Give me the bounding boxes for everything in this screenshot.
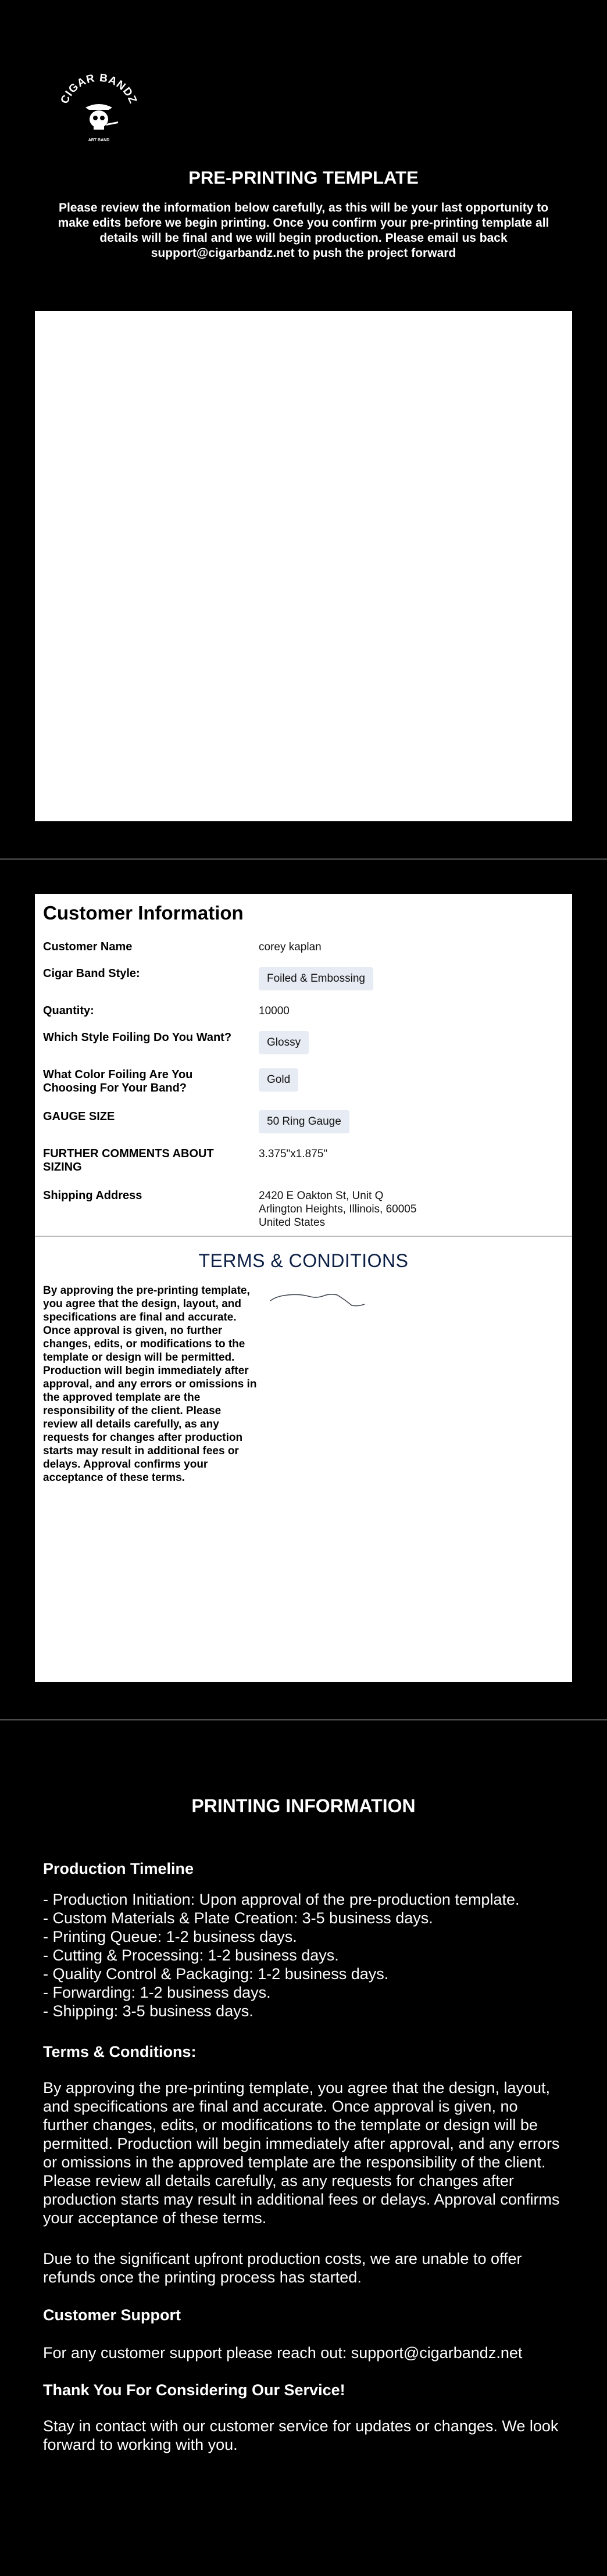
list-item: - Printing Queue: 1-2 business days.: [43, 1928, 297, 1945]
customer-info-heading: Customer Information: [43, 902, 244, 924]
support-heading: Customer Support: [43, 2306, 181, 2324]
printing-info-title: PRINTING INFORMATION: [191, 1795, 416, 1816]
list-item: - Forwarding: 1-2 business days.: [43, 1984, 271, 2001]
section-divider: [0, 858, 607, 860]
page-title: PRE-PRINTING TEMPLATE: [188, 167, 419, 188]
svg-text:CIGAR BANDZ: [59, 73, 140, 106]
signature: [265, 1283, 404, 1324]
field-label: Cigar Band Style:: [43, 967, 140, 980]
section-divider: [0, 1719, 607, 1720]
field-value: corey kaplan: [259, 941, 322, 953]
field-label: Quantity:: [43, 1004, 94, 1017]
field-label: FURTHER COMMENTS ABOUT SIZING: [43, 1147, 214, 1173]
list-item: - Custom Materials & Plate Creation: 3-5 business days.: [43, 1909, 433, 1927]
list-item: - Shipping: 3-5 business days.: [43, 2002, 253, 2020]
thanks-heading: Thank You For Considering Our Service!: [43, 2381, 345, 2399]
address-block: [259, 1189, 416, 1229]
skull-icon: [85, 104, 118, 130]
terms-conditions-heading: Terms & Conditions:: [43, 2043, 197, 2060]
field-value: 10000: [259, 1005, 290, 1017]
brand-name: CIGAR BANDZ: [58, 73, 140, 106]
field-value: 3.375"x1.875": [259, 1148, 328, 1160]
list-item: - Cutting & Processing: 1-2 business days.: [43, 1947, 339, 1964]
refund-text: Due to the significant upfront production costs, we are unable to offer refunds once the printing process has started.: [43, 2250, 522, 2286]
customer-info-card: [35, 894, 572, 1682]
field-label: GAUGE SIZE: [43, 1110, 115, 1123]
field-value-chip: Foiled & Embossing: [259, 967, 373, 990]
field-label: Customer Name: [43, 940, 133, 953]
list-item: - Production Initiation: Upon approval of the pre-production template.: [43, 1891, 520, 1908]
list-item: - Quality Control & Packaging: 1-2 business days.: [43, 1965, 389, 1983]
brand-tagline: ART BAND: [88, 138, 110, 142]
terms-conditions-text: By approving the pre-printing template, you agree that the design, layout, and specifications are final and accurate. Once approval is given, no further changes, edits, or modifications to the template or design will be permitted. Production will begin immediately after approval, and any errors or omissions in the approved template are the responsibility of the client. Please review all details carefully, as any requests for changes after production starts may result in additional fees or delays. Approval confirms your acceptance of these terms.: [43, 2079, 560, 2227]
intro-text: Please review the information below carefully, as this will be your last opportunity to make edits before we begin printing. Once you confirm your pre-printing template all details will be final and we will begin production. Please email us back support@cigarbandz.net to push the project forward: [58, 201, 549, 260]
address-line: 2420 E Oakton St, Unit Q: [259, 1190, 384, 1202]
field-value-chip: 50 Ring Gauge: [259, 1110, 349, 1133]
card-divider: [35, 1236, 572, 1237]
address-line: Arlington Heights, Illinois, 60005: [259, 1203, 417, 1215]
brand-logo: [55, 73, 142, 148]
thanks-text: Stay in contact with our customer service for updates or changes. We look forward to working with you.: [43, 2417, 559, 2453]
field-label: What Color Foiling Are You Choosing For Your Band?: [43, 1068, 193, 1094]
support-text: For any customer support please reach out: support@cigarbandz.net: [43, 2344, 523, 2362]
field-label: Shipping Address: [43, 1189, 142, 1202]
terms-text: By approving the pre-printing template, you agree that the design, layout, and specifications are final and accurate. Once approval is given, no further changes, edits, or modifications to the template or design will be permitted. Production will begin immediately after approval, and any errors or omissions in the approved template are the responsibility of the client. Please review all details carefully, as any requests for changes after production starts may result in additional fees or delays. Approval confirms your acceptance of these terms.: [43, 1285, 257, 1484]
timeline-heading: Production Timeline: [43, 1860, 194, 1877]
timeline-list: [43, 1890, 519, 2020]
template-preview: [35, 311, 572, 821]
field-value-chip: Gold: [259, 1068, 298, 1092]
field-value-chip: Glossy: [259, 1031, 309, 1054]
field-label: Which Style Foiling Do You Want?: [43, 1031, 232, 1044]
address-line: United States: [259, 1217, 326, 1229]
terms-heading: TERMS & CONDITIONS: [198, 1250, 409, 1271]
